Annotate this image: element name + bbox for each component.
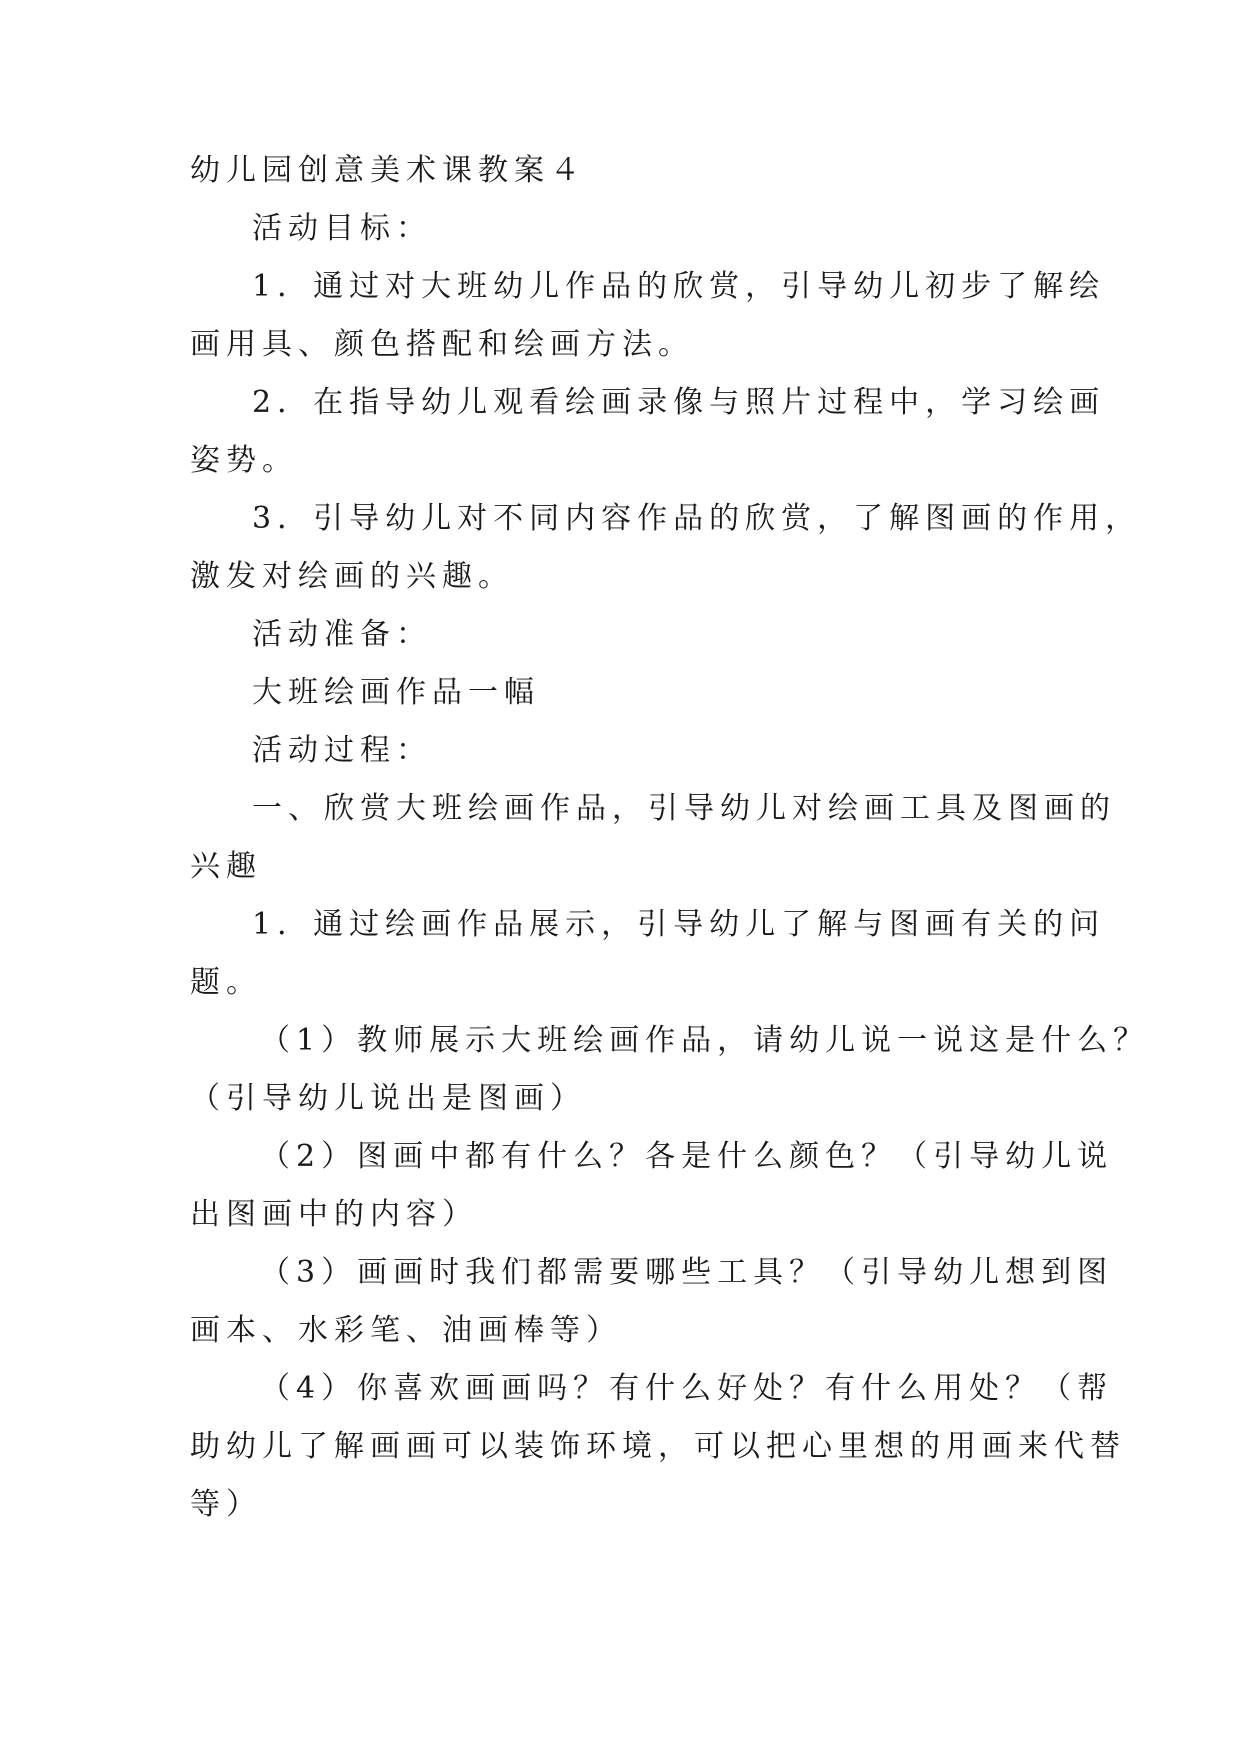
- goal-2-line-2: 姿势。: [190, 443, 298, 478]
- step-1-line-2: 题。: [190, 965, 262, 1000]
- step-1-line-1: 1．通过绘画作品展示，引导幼儿了解与图画有关的问: [252, 907, 1106, 942]
- question-4-line-3: 等）: [190, 1487, 262, 1522]
- document-title: 幼儿园创意美术课教案４: [190, 153, 586, 188]
- heading-activity-preparation: 活动准备：: [252, 617, 432, 652]
- question-2-line-2: 出图画中的内容）: [190, 1197, 478, 1232]
- section-1-line-1: 一、欣赏大班绘画作品，引导幼儿对绘画工具及图画的: [252, 791, 1116, 826]
- question-3-line-1: （3）画画时我们都需要哪些工具？（引导幼儿想到图: [260, 1255, 1114, 1290]
- document-body: [190, 152, 1150, 1524]
- question-3-line-2: 画本、水彩笔、油画棒等）: [190, 1313, 622, 1348]
- question-1-line-1: （1）教师展示大班绘画作品，请幼儿说一说这是什么？: [260, 1023, 1150, 1058]
- section-1-line-2: 兴趣: [190, 849, 262, 884]
- goal-2-line-1: 2．在指导幼儿观看绘画录像与照片过程中，学习绘画: [252, 385, 1106, 420]
- question-2-line-1: （2）图画中都有什么？各是什么颜色？（引导幼儿说: [260, 1139, 1114, 1174]
- goal-1-line-2: 画用具、颜色搭配和绘画方法。: [190, 327, 694, 362]
- goal-3-line-1: 3．引导幼儿对不同内容作品的欣赏，了解图画的作用，: [252, 501, 1142, 536]
- preparation-text: 大班绘画作品一幅: [252, 675, 540, 710]
- heading-activity-goals: 活动目标：: [252, 211, 432, 246]
- goal-1-line-1: 1．通过对大班幼儿作品的欣赏，引导幼儿初步了解绘: [252, 269, 1106, 304]
- question-4-line-2: 助幼儿了解画画可以装饰环境，可以把心里想的用画来代替: [190, 1429, 1126, 1464]
- question-1-line-2: （引导幼儿说出是图画）: [190, 1081, 586, 1116]
- question-4-line-1: （4）你喜欢画画吗？有什么好处？有什么用处？（帮: [260, 1371, 1114, 1406]
- heading-activity-process: 活动过程：: [252, 733, 432, 768]
- goal-3-line-2: 激发对绘画的兴趣。: [190, 559, 514, 594]
